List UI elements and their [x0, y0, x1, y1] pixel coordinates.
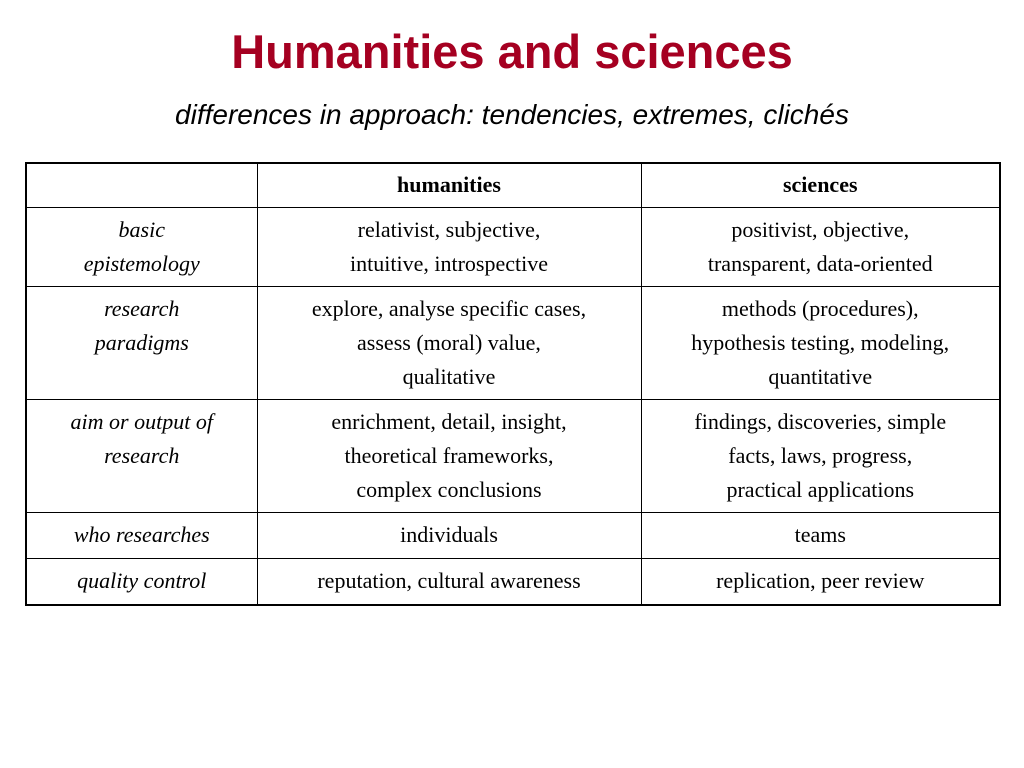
row-label: [26, 513, 257, 559]
cell-line: replication, peer review: [716, 568, 925, 593]
row-label-line: aim or output of: [70, 409, 213, 434]
table-row: [26, 400, 1000, 513]
cell-line: quantitative: [768, 364, 873, 389]
cell-line: reputation, cultural awareness: [317, 568, 581, 593]
sciences-cell: [641, 208, 1000, 287]
cell-line: assess (moral) value,: [357, 330, 541, 355]
cell-line: findings, discoveries, simple: [694, 409, 947, 434]
table-header-row: [26, 163, 1000, 208]
cell-line: intuitive, introspective: [350, 251, 548, 276]
row-label-line: who researches: [73, 522, 210, 547]
row-label-line: research: [104, 443, 180, 468]
header-cell-humanities: humanities: [257, 163, 641, 208]
sciences-cell: [641, 287, 1000, 400]
slide-subtitle: differences in approach: tendencies, extremes, clichés: [175, 99, 849, 130]
row-label: [26, 400, 257, 513]
cell-line: relativist, subjective,: [357, 217, 541, 242]
cell-line: transparent, data-oriented: [707, 251, 933, 276]
cell-line: positivist, objective,: [731, 217, 910, 242]
row-label: [26, 208, 257, 287]
header-cell-sciences: sciences: [641, 163, 1000, 208]
sciences-cell: [641, 559, 1000, 606]
cell-line: individuals: [400, 522, 498, 547]
humanities-cell: [257, 208, 641, 287]
header-cell-empty: [26, 163, 257, 208]
cell-line: explore, analyse specific cases,: [311, 296, 587, 321]
cell-line: facts, laws, progress,: [728, 443, 913, 468]
table-row: [26, 559, 1000, 606]
sciences-cell: [641, 513, 1000, 559]
humanities-cell: [257, 400, 641, 513]
cell-line: methods (procedures),: [721, 296, 919, 321]
humanities-cell: [257, 287, 641, 400]
cell-line: practical applications: [726, 477, 915, 502]
sciences-cell: [641, 400, 1000, 513]
slide-title: Humanities and sciences: [231, 25, 793, 78]
row-label: [26, 287, 257, 400]
row-label-line: research: [104, 296, 180, 321]
row-label-line: quality control: [77, 568, 207, 593]
humanities-cell: [257, 513, 641, 559]
cell-line: complex conclusions: [356, 477, 542, 502]
table-row: [26, 513, 1000, 559]
table-row: [26, 208, 1000, 287]
comparison-table: [25, 162, 1001, 606]
row-label-line: epistemology: [83, 251, 200, 276]
cell-line: theoretical frameworks,: [344, 443, 554, 468]
table-row: [26, 287, 1000, 400]
cell-line: qualitative: [402, 364, 496, 389]
row-label-line: paradigms: [94, 330, 189, 355]
humanities-cell: [257, 559, 641, 606]
cell-line: enrichment, detail, insight,: [331, 409, 567, 434]
cell-line: teams: [794, 522, 846, 547]
row-label: [26, 559, 257, 606]
cell-line: hypothesis testing, modeling,: [691, 330, 950, 355]
row-label-line: basic: [118, 217, 165, 242]
